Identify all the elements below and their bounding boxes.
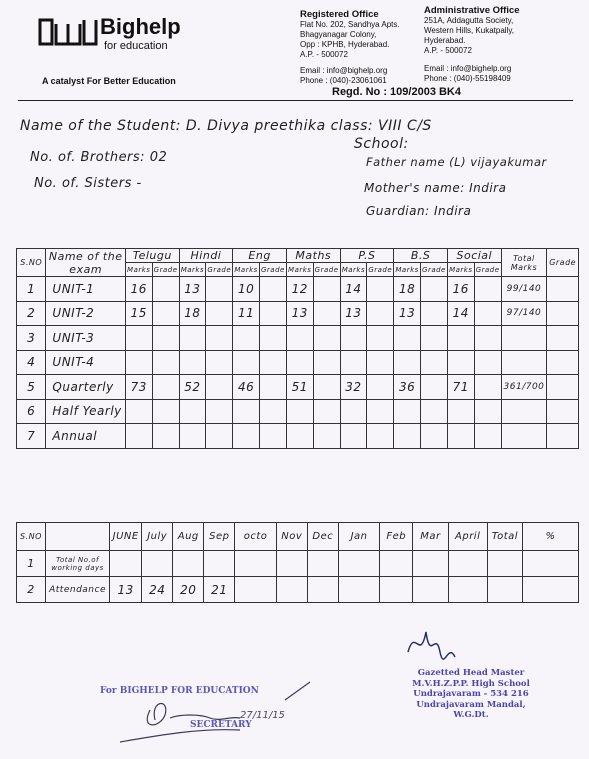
attendance-value	[338, 577, 379, 603]
subheader-marks: Marks	[233, 263, 260, 277]
org-stamp: For BIGHELP FOR EDUCATION	[100, 686, 259, 696]
grade-cell	[367, 301, 394, 326]
attendance-label: Total No.of working days	[45, 551, 109, 577]
table-row	[17, 375, 579, 400]
attendance-header-blank	[45, 523, 109, 551]
grade-cell	[474, 326, 501, 351]
father-name: Father name (L) vijayakumar	[366, 155, 547, 169]
admin-line-4: A.P. - 500072	[424, 46, 472, 55]
grade-cell	[152, 350, 179, 375]
grade-cell	[313, 301, 340, 326]
mark-cell: 16	[125, 277, 152, 302]
registration-number: Regd. No : 109/2003 BK4	[332, 86, 461, 98]
grade-cell	[206, 326, 233, 351]
mark-cell	[447, 399, 474, 424]
mark-cell	[179, 326, 206, 351]
mark-cell	[286, 399, 313, 424]
header-ps: P.S	[340, 249, 394, 263]
mark-cell: 14	[340, 277, 367, 302]
hm-stamp-line-1: Gazetted Head Master	[417, 668, 525, 678]
mark-cell: 18	[394, 277, 421, 302]
total-cell: 361/700	[501, 375, 547, 400]
grade-col-cell	[547, 277, 579, 302]
mark-cell	[394, 350, 421, 375]
grade-cell	[313, 424, 340, 449]
subheader-grade: Grade	[206, 263, 233, 277]
grade-cell	[367, 277, 394, 302]
grade-cell	[206, 301, 233, 326]
admin-line-3: Hyderabad.	[424, 36, 466, 45]
header-grade-col: Grade	[547, 249, 579, 277]
attendance-value	[380, 551, 413, 577]
grade-col-cell	[547, 375, 579, 400]
mark-cell	[125, 424, 152, 449]
month-header: April	[448, 523, 487, 551]
row-exam: UNIT-3	[46, 326, 126, 351]
mark-cell: 11	[233, 301, 260, 326]
header-exam: Name of the exam	[46, 249, 126, 277]
row-sno: 6	[17, 399, 46, 424]
mark-cell	[286, 350, 313, 375]
mother-name: Mother's name: Indira	[364, 181, 507, 195]
subheader-marks: Marks	[179, 263, 206, 277]
header-bs: B.S	[394, 249, 448, 263]
grade-cell	[420, 399, 447, 424]
month-header: %	[523, 523, 579, 551]
total-cell: 97/140	[501, 301, 547, 326]
row-sno: 7	[17, 424, 46, 449]
mark-cell	[340, 350, 367, 375]
student-name: Name of the Student: D. Divya preethika class: VIII C/S	[20, 118, 432, 134]
mark-cell: 13	[286, 301, 313, 326]
row-exam: UNIT-2	[46, 301, 126, 326]
grade-cell	[259, 326, 286, 351]
registered-line-1: Flat No. 202, Sandhya Apts.	[300, 20, 400, 29]
grade-cell	[474, 424, 501, 449]
grade-cell	[367, 326, 394, 351]
grade-cell	[420, 326, 447, 351]
attendance-table	[16, 522, 579, 603]
grade-cell	[313, 277, 340, 302]
attendance-row	[17, 551, 579, 577]
subheader-grade: Grade	[474, 263, 501, 277]
attendance-sno: 2	[17, 577, 46, 603]
month-header: Mar	[413, 523, 448, 551]
total-cell	[501, 350, 547, 375]
attendance-value	[307, 577, 338, 603]
attendance-sno: 1	[17, 551, 46, 577]
headmaster-signature	[400, 622, 480, 672]
attendance-row	[17, 577, 579, 603]
attendance-value	[448, 551, 487, 577]
mark-cell	[447, 424, 474, 449]
brothers-count: No. of. Brothers: 02	[30, 150, 168, 165]
mark-cell: 14	[447, 301, 474, 326]
grade-cell	[259, 277, 286, 302]
subheader-marks: Marks	[125, 263, 152, 277]
grade-cell	[313, 350, 340, 375]
header-hindi: Hindi	[179, 249, 233, 263]
grade-cell	[367, 424, 394, 449]
grade-cell	[152, 375, 179, 400]
book-logo-icon	[38, 14, 98, 48]
attendance-value	[413, 551, 448, 577]
signature-date: 27/11/15	[240, 710, 285, 721]
grade-cell	[313, 375, 340, 400]
row-sno: 4	[17, 350, 46, 375]
registered-line-2: Bhagyanagar Colony,	[300, 30, 377, 39]
hm-stamp-line-4: Undrajavaram Mandal, W.G.Dt.	[416, 699, 526, 720]
total-cell: 99/140	[501, 277, 547, 302]
grade-col-cell	[547, 424, 579, 449]
logo	[38, 14, 98, 48]
month-header: Dec	[307, 523, 338, 551]
subheader-marks: Marks	[340, 263, 367, 277]
hm-stamp-line-3: Undrajavaram - 534 216	[413, 689, 529, 699]
mark-cell	[340, 326, 367, 351]
total-cell	[501, 326, 547, 351]
mark-cell	[179, 399, 206, 424]
mark-cell: 71	[447, 375, 474, 400]
month-header: JUNE	[110, 523, 142, 551]
mark-cell	[233, 326, 260, 351]
table-row	[17, 399, 579, 424]
admin-line-2: Western Hills, Kukatpally,	[424, 26, 514, 35]
grade-cell	[474, 350, 501, 375]
attendance-value	[338, 551, 379, 577]
attendance-value	[448, 577, 487, 603]
attendance-value	[523, 551, 579, 577]
subheader-grade: Grade	[313, 263, 340, 277]
grade-cell	[259, 399, 286, 424]
row-sno: 5	[17, 375, 46, 400]
tagline: A catalyst For Better Education	[42, 76, 176, 86]
mark-cell	[233, 399, 260, 424]
grade-col-cell	[547, 326, 579, 351]
table-row	[17, 326, 579, 351]
subheader-grade: Grade	[420, 263, 447, 277]
grade-cell	[313, 326, 340, 351]
registered-title: Registered Office	[300, 9, 379, 20]
attendance-value	[487, 551, 522, 577]
attendance-value	[235, 551, 276, 577]
registered-office	[300, 10, 400, 86]
secretary-signature	[110, 680, 320, 750]
row-sno: 3	[17, 326, 46, 351]
row-exam: Half Yearly	[46, 399, 126, 424]
attendance-value	[204, 551, 235, 577]
hm-stamp-line-2: M.V.H.Z.P.P. High School	[412, 678, 530, 689]
attendance-value	[380, 577, 413, 603]
row-exam: UNIT-4	[46, 350, 126, 375]
header-telugu: Telugu	[125, 249, 179, 263]
brand-subtitle: for education	[104, 40, 168, 52]
admin-line-1: 251A, Addagutta Society,	[424, 16, 514, 25]
month-header: Sep	[204, 523, 235, 551]
table-row	[17, 277, 579, 302]
grade-cell	[420, 301, 447, 326]
admin-phone: Phone : (040)-55198409	[424, 74, 511, 83]
mark-cell	[233, 350, 260, 375]
header-sno: S.NO	[17, 249, 46, 277]
registered-phone: Phone : (040)-23061061	[300, 76, 387, 85]
attendance-value: 24	[142, 577, 173, 603]
attendance-header-row	[17, 523, 579, 551]
grade-cell	[474, 277, 501, 302]
mark-cell	[286, 326, 313, 351]
mark-cell: 15	[125, 301, 152, 326]
grade-cell	[313, 399, 340, 424]
grade-cell	[152, 399, 179, 424]
mark-cell: 51	[286, 375, 313, 400]
grade-cell	[367, 399, 394, 424]
subheader-marks: Marks	[394, 263, 421, 277]
secretary-stamp: SECRETARY	[190, 720, 252, 730]
attendance-body	[17, 523, 579, 603]
attendance-value	[307, 551, 338, 577]
grade-cell	[367, 350, 394, 375]
attendance-value: 20	[173, 577, 204, 603]
admin-email: Email : info@bighelp.org	[424, 64, 512, 73]
grade-cell	[420, 424, 447, 449]
month-header: Nov	[276, 523, 307, 551]
mark-cell	[340, 399, 367, 424]
attendance-value: 21	[204, 577, 235, 603]
month-header: July	[142, 523, 173, 551]
grade-cell	[152, 301, 179, 326]
mark-cell: 73	[125, 375, 152, 400]
mark-cell: 52	[179, 375, 206, 400]
mark-cell	[447, 326, 474, 351]
registered-line-3: Opp : KPHB, Hyderabad.	[300, 40, 390, 49]
marks-rows	[17, 277, 579, 449]
mark-cell	[125, 399, 152, 424]
mark-cell	[394, 424, 421, 449]
grade-cell	[474, 399, 501, 424]
admin-title: Administrative Office	[424, 5, 520, 16]
subheader-grade: Grade	[152, 263, 179, 277]
attendance-value	[276, 551, 307, 577]
month-header: Jan	[338, 523, 379, 551]
mark-cell: 16	[447, 277, 474, 302]
row-exam: Annual	[46, 424, 126, 449]
grade-cell	[206, 424, 233, 449]
header-eng: Eng	[233, 249, 287, 263]
mark-cell: 12	[286, 277, 313, 302]
grade-cell	[152, 326, 179, 351]
table-row	[17, 350, 579, 375]
attendance-header-sno: S.NO	[17, 523, 46, 551]
registered-line-4: A.P. - 500072	[300, 50, 348, 59]
mark-cell: 13	[394, 301, 421, 326]
grade-cell	[206, 350, 233, 375]
grade-cell	[206, 399, 233, 424]
subheader-marks: Marks	[447, 263, 474, 277]
mark-cell	[125, 350, 152, 375]
guardian-name: Guardian: Indira	[366, 204, 472, 218]
row-sno: 1	[17, 277, 46, 302]
grade-cell	[420, 277, 447, 302]
attendance-value	[110, 551, 142, 577]
mark-cell	[394, 326, 421, 351]
row-sno: 2	[17, 301, 46, 326]
school-label: School:	[354, 136, 409, 152]
headmaster-stamp	[404, 668, 538, 721]
grade-cell	[420, 375, 447, 400]
grade-cell	[206, 375, 233, 400]
mark-cell	[447, 350, 474, 375]
mark-cell: 13	[340, 301, 367, 326]
grade-cell	[206, 277, 233, 302]
grade-cell	[259, 301, 286, 326]
total-cell	[501, 399, 547, 424]
subheader-grade: Grade	[259, 263, 286, 277]
grade-col-cell	[547, 301, 579, 326]
header-maths: Maths	[286, 249, 340, 263]
grade-cell	[152, 424, 179, 449]
mark-cell: 36	[394, 375, 421, 400]
row-exam: UNIT-1	[46, 277, 126, 302]
table-row	[17, 424, 579, 449]
mark-cell	[340, 424, 367, 449]
attendance-value	[276, 577, 307, 603]
grade-cell	[259, 350, 286, 375]
attendance-value	[235, 577, 276, 603]
grade-cell	[152, 277, 179, 302]
attendance-value	[142, 551, 173, 577]
mark-cell	[286, 424, 313, 449]
mark-cell	[125, 326, 152, 351]
marks-table	[16, 248, 579, 449]
subheader-grade: Grade	[367, 263, 394, 277]
header-total: Total Marks	[501, 249, 547, 277]
mark-cell	[179, 424, 206, 449]
attendance-value	[173, 551, 204, 577]
grade-cell	[420, 350, 447, 375]
registered-email: Email : info@bighelp.org	[300, 66, 388, 75]
brand-name: Bighelp	[100, 14, 181, 39]
mark-cell: 10	[233, 277, 260, 302]
month-header: octo	[235, 523, 276, 551]
month-header: Total	[487, 523, 522, 551]
header-social: Social	[447, 249, 501, 263]
month-header: Aug	[173, 523, 204, 551]
attendance-value	[413, 577, 448, 603]
grade-cell	[259, 424, 286, 449]
attendance-value	[487, 577, 522, 603]
sisters-count: No. of. Sisters -	[34, 176, 142, 191]
grade-col-cell	[547, 399, 579, 424]
mark-cell	[233, 424, 260, 449]
subheader-marks: Marks	[286, 263, 313, 277]
mark-cell: 46	[233, 375, 260, 400]
mark-cell: 13	[179, 277, 206, 302]
mark-cell: 18	[179, 301, 206, 326]
mark-cell	[394, 399, 421, 424]
attendance-label: Attendance	[45, 577, 109, 603]
table-row	[17, 301, 579, 326]
total-cell	[501, 424, 547, 449]
attendance-value: 13	[110, 577, 142, 603]
grade-cell	[474, 375, 501, 400]
month-header: Feb	[380, 523, 413, 551]
grade-col-cell	[547, 350, 579, 375]
row-exam: Quarterly	[46, 375, 126, 400]
administrative-office	[424, 6, 520, 84]
attendance-value	[523, 577, 579, 603]
grade-cell	[367, 375, 394, 400]
grade-cell	[259, 375, 286, 400]
header-divider	[18, 100, 573, 101]
mark-cell	[179, 350, 206, 375]
mark-cell: 32	[340, 375, 367, 400]
grade-cell	[474, 301, 501, 326]
